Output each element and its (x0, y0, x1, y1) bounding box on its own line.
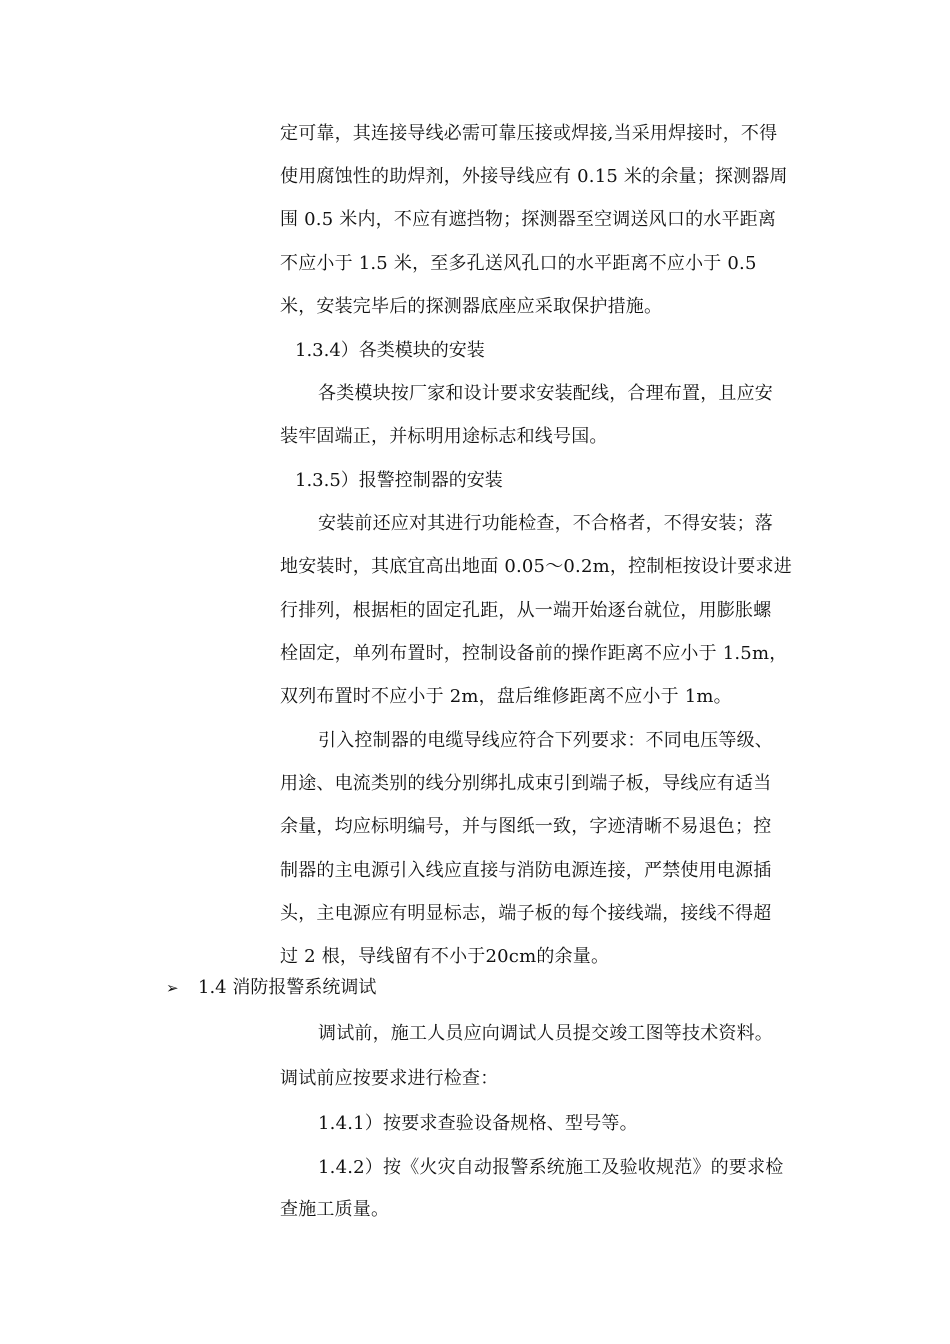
section-heading-1-3-5: 1.3.5）报警控制器的安装 (295, 470, 503, 491)
paragraph-line: 调试前应按要求进行检查： (280, 1068, 499, 1089)
section-heading-text: 1.4 消防报警系统调试 (198, 977, 377, 998)
paragraph-line: 1.4.2）按《火灾自动报警系统施工及验收规范》的要求检 (318, 1157, 784, 1178)
paragraph-line: 定可靠，其连接导线必需可靠压接或焊接,当采用焊接时，不得 (280, 123, 778, 144)
section-heading-1-3-4: 1.3.4）各类模块的安装 (295, 340, 485, 361)
paragraph-line: 栓固定，单列布置时，控制设备前的操作距离不应小于 1.5m， (280, 643, 788, 664)
paragraph-line: 地安装时，其底宜高出地面 0.05～0.2m，控制柜按设计要求进 (280, 556, 792, 577)
paragraph-line: 各类模块按厂家和设计要求安装配线，合理布置，且应安 (318, 383, 773, 404)
paragraph-line: 过 2 根，导线留有不小于20cm的余量。 (280, 946, 610, 967)
paragraph-line: 不应小于 1.5 米，至多孔送风孔口的水平距离不应小于 0.5 (280, 253, 757, 274)
paragraph-line: 1.4.1）按要求查验设备规格、型号等。 (318, 1113, 638, 1134)
paragraph-line: 行排列，根据柜的固定孔距，从一端开始逐台就位，用膨胀螺 (280, 600, 772, 621)
paragraph-line: 用途、电流类别的线分别绑扎成束引到端子板，导线应有适当 (280, 773, 772, 794)
paragraph-line: 查施工质量。 (280, 1199, 390, 1220)
section-heading-1-4 (166, 977, 376, 999)
paragraph-line: 引入控制器的电缆导线应符合下列要求：不同电压等级、 (318, 730, 773, 751)
paragraph-line: 制器的主电源引入线应直接与消防电源连接，严禁使用电源插 (280, 860, 772, 881)
paragraph-line: 使用腐蚀性的助焊剂，外接导线应有 0.15 米的余量；探测器周 (280, 166, 788, 187)
paragraph-line: 安装前还应对其进行功能检查，不合格者，不得安装；落 (318, 513, 773, 534)
paragraph-line: 装牢固端正，并标明用途标志和线号国。 (280, 426, 608, 447)
paragraph-line: 双列布置时不应小于 2m，盘后维修距离不应小于 1m。 (280, 686, 732, 707)
arrow-bullet-icon: ➢ (166, 979, 179, 997)
paragraph-line: 米，安装完毕后的探测器底座应采取保护措施。 (280, 296, 663, 317)
paragraph-line: 围 0.5 米内，不应有遮挡物；探测器至空调送风口的水平距离 (280, 209, 777, 230)
paragraph-line: 调试前，施工人员应向调试人员提交竣工图等技术资料。 (318, 1023, 773, 1044)
paragraph-line: 头，主电源应有明显标志，端子板的每个接线端，接线不得超 (280, 903, 772, 924)
paragraph-line: 余量，均应标明编号，并与图纸一致，字迹清晰不易退色；控 (280, 816, 772, 837)
